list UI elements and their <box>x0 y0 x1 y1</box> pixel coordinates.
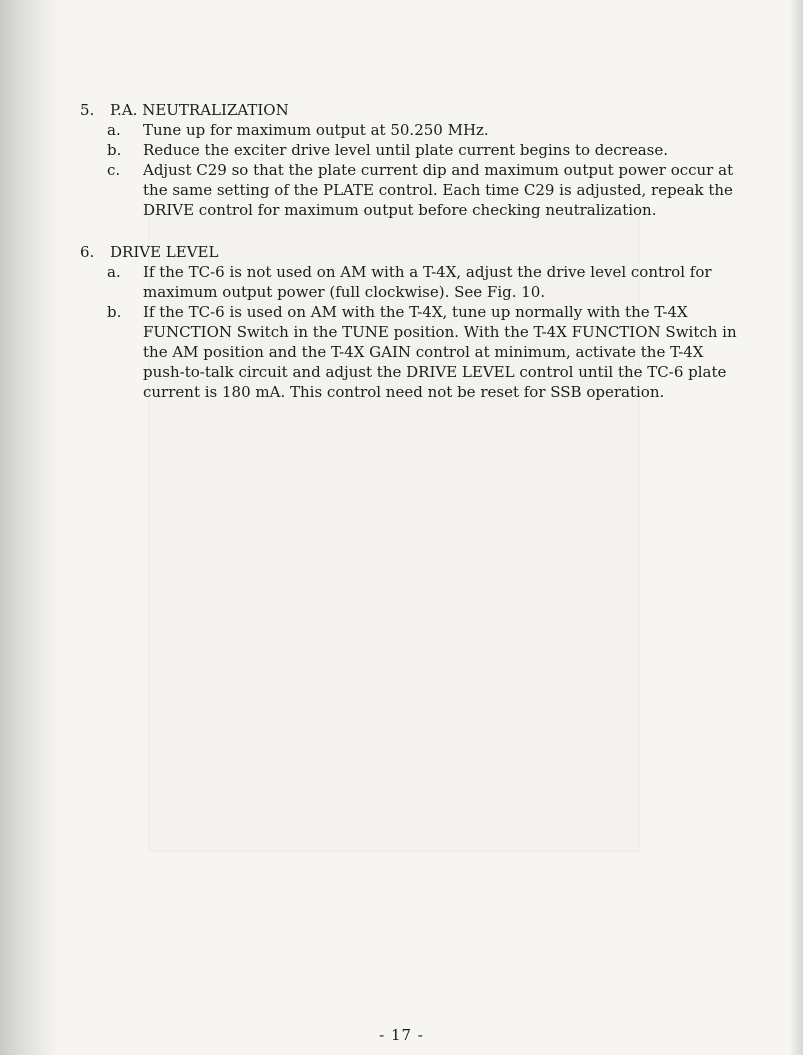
list-item <box>107 140 760 160</box>
section-heading <box>80 100 760 120</box>
item-letter: a. <box>107 263 121 281</box>
page-edge-shadow <box>789 0 803 1055</box>
item-text: Tune up for maximum output at 50.250 MHz. <box>143 121 489 139</box>
item-text: Adjust C29 so that the plate current dip and maximum output power occur at the same setting of the PLATE control. Each time C29 is adjusted, repeak the DRIVE control for maximum output before checking neutralization. <box>143 161 734 219</box>
section-drive-level <box>80 242 760 402</box>
section-title: P.A. NEUTRALIZATION <box>110 101 289 119</box>
item-text: Reduce the exciter drive level until plate current begins to decrease. <box>143 141 668 159</box>
item-text: If the TC-6 is not used on AM with a T-4X, adjust the drive level control for maximum output power (full clockwise). See Fig. 10. <box>143 263 712 301</box>
list-item <box>107 160 760 220</box>
page-number: - 17 - <box>379 1026 424 1044</box>
section-number: 5. <box>80 101 95 119</box>
section-heading <box>80 242 760 262</box>
page-binding-shadow <box>0 0 60 1055</box>
item-letter: c. <box>107 161 121 179</box>
item-letter: b. <box>107 303 122 321</box>
section-number: 6. <box>80 243 95 261</box>
item-text: If the TC-6 is used on AM with the T-4X, tune up normally with the T-4X FUNCTION Switch in the TUNE position. With the T-4X FUNCTION Switch in the AM position and the T-4X GAIN control at minimum, activate the T-4X push-to-talk circuit and adjust the DRIVE LEVEL control until the TC-6 plate current is 180 mA. This control need not be reset for SSB operation. <box>143 303 737 401</box>
item-letter: b. <box>107 141 122 159</box>
document-body <box>80 100 760 424</box>
list-item <box>107 120 760 140</box>
section-title: DRIVE LEVEL <box>110 243 219 261</box>
section-pa-neutralization <box>80 100 760 220</box>
list-item <box>107 302 760 402</box>
list-item <box>107 262 760 302</box>
item-letter: a. <box>107 121 121 139</box>
